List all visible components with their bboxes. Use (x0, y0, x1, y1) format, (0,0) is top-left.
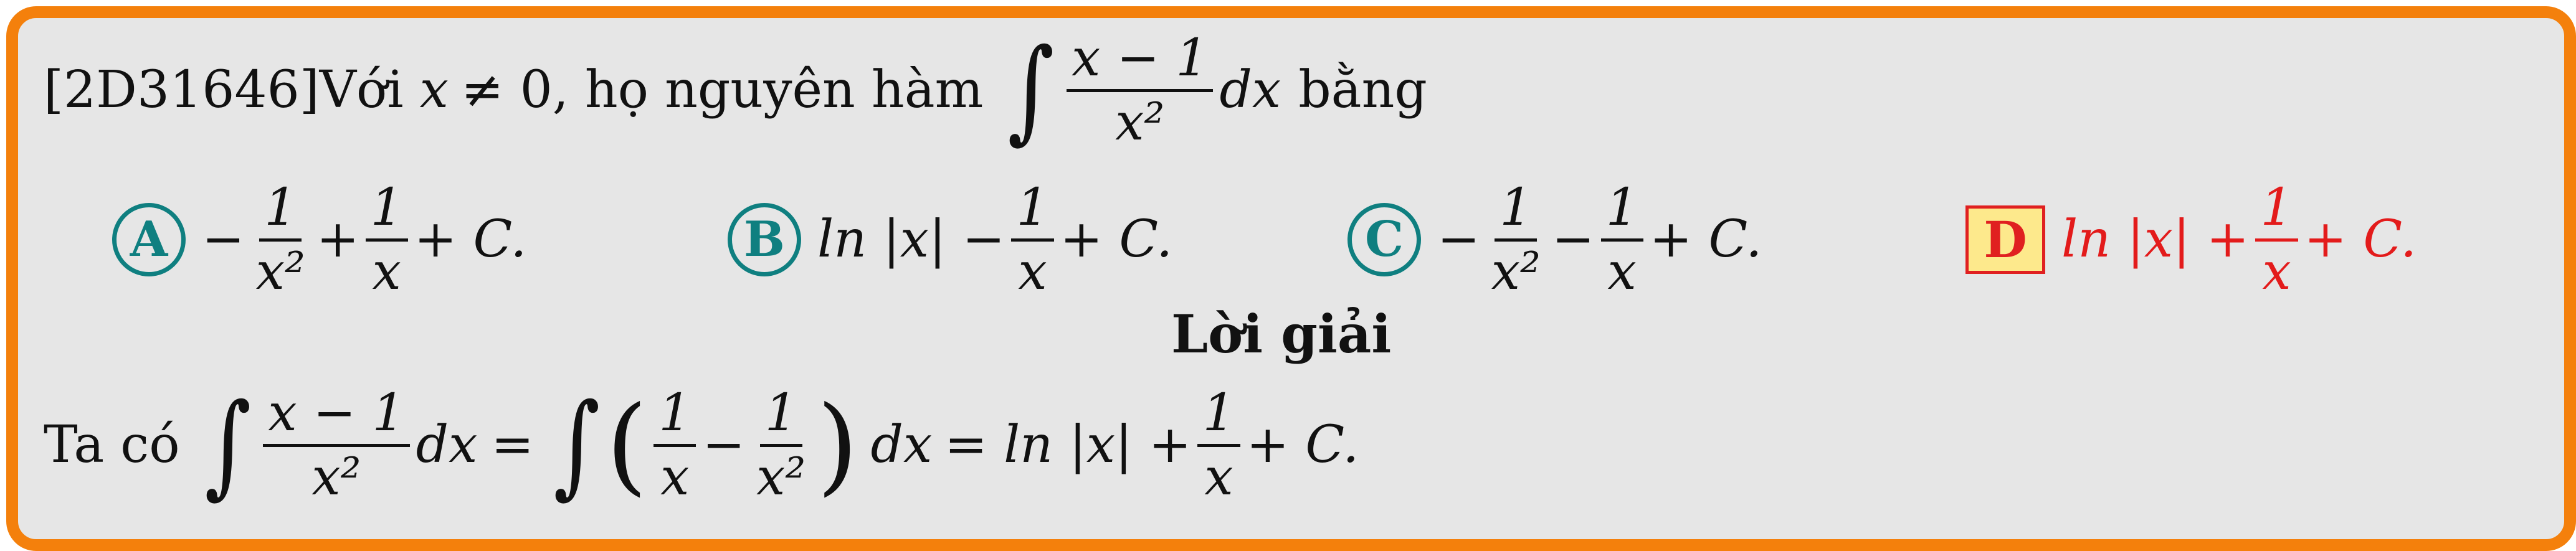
option-a-f2-num: 1 (366, 182, 408, 242)
option-c-f1-num: 1 (1495, 182, 1537, 242)
option-c-letter[interactable]: C (1347, 203, 1421, 276)
option-b[interactable] (728, 177, 1172, 302)
solution-tail: + C. (1246, 415, 1359, 474)
option-c-tail: + C. (1649, 210, 1762, 269)
solution-fraction-a (654, 383, 696, 507)
option-d-f1-den: x (2262, 242, 2291, 301)
option-a-f2-den: x (372, 242, 401, 301)
question-variable: x (419, 60, 449, 120)
solution-b-num: 1 (760, 388, 802, 447)
option-a-fraction-2 (366, 177, 408, 301)
option-b-tail: + C. (1060, 210, 1173, 269)
option-c-fraction-1 (1486, 177, 1546, 301)
solution-lparen: ( (606, 384, 648, 507)
solution-line (44, 370, 1359, 520)
option-c-mid: − (1551, 210, 1595, 269)
question-dx: dx (1219, 60, 1281, 120)
option-a-f1-den: x² (255, 242, 305, 301)
solution-fraction-c (1197, 383, 1240, 507)
option-c-f2-num: 1 (1601, 182, 1643, 242)
solution-numerator: x − 1 (263, 388, 409, 447)
solution-minus: − (702, 415, 746, 474)
solution-a-den: x (660, 447, 690, 507)
option-d-tail: + C. (2304, 210, 2417, 269)
solution-eq-1: = (491, 415, 535, 474)
question-condition: ≠ 0, (460, 60, 569, 120)
option-c-f1-den: x² (1491, 242, 1541, 301)
option-b-f1-den: x (1018, 242, 1047, 301)
option-d-fraction-1 (2255, 177, 2298, 301)
solution-lead: Ta có (44, 415, 180, 474)
solution-eq-2: = ln |x| + (944, 415, 1192, 474)
option-a-f1-num: 1 (259, 182, 302, 242)
solution-integral-1: ∫ (204, 380, 251, 510)
solution-fraction-b (751, 383, 810, 507)
option-c-prefix: − (1437, 210, 1480, 269)
option-c-f2-den: x (1607, 242, 1637, 301)
option-b-fraction-1 (1011, 177, 1053, 301)
solution-dx-2: dx (870, 415, 933, 474)
solution-dx-1: dx (416, 415, 478, 474)
option-c-fraction-2 (1601, 177, 1643, 301)
option-b-prefix: ln |x| − (817, 210, 1005, 269)
option-a[interactable] (112, 177, 526, 302)
question-fraction (1067, 28, 1213, 152)
option-a-tail: + C. (414, 210, 527, 269)
solution-b-den: x² (756, 447, 806, 507)
question-ending: bằng (1298, 60, 1427, 120)
question-intro: Với (319, 60, 404, 120)
question-phrase: họ nguyên hàm (584, 60, 984, 120)
option-a-mid: + (316, 210, 359, 269)
option-a-fraction-1 (251, 177, 310, 301)
solution-fraction-1 (263, 383, 409, 507)
integral-sign: ∫ (1007, 25, 1055, 155)
question-denominator: x² (1115, 92, 1165, 152)
solution-title: Lời giải (1171, 303, 1392, 365)
option-d-prefix: ln |x| + (2061, 210, 2250, 269)
option-a-prefix: − (202, 210, 245, 269)
option-a-letter[interactable]: A (112, 203, 186, 276)
option-d-letter[interactable]: D (1965, 205, 2045, 274)
solution-c-den: x (1204, 447, 1233, 507)
solution-rparen: ) (817, 384, 858, 507)
solution-c-num: 1 (1197, 388, 1240, 447)
option-d-f1-num: 1 (2255, 182, 2298, 242)
solution-denominator: x² (311, 447, 361, 507)
option-d[interactable] (1965, 177, 2417, 302)
question-numerator: x − 1 (1067, 33, 1213, 92)
solution-a-num: 1 (654, 388, 696, 447)
option-b-f1-num: 1 (1011, 182, 1053, 242)
solution-integral-2: ∫ (553, 380, 601, 510)
option-c[interactable] (1347, 177, 1762, 302)
option-b-letter[interactable]: B (728, 203, 801, 276)
question-code: [2D31646] (44, 60, 320, 120)
question-line (44, 19, 1427, 162)
